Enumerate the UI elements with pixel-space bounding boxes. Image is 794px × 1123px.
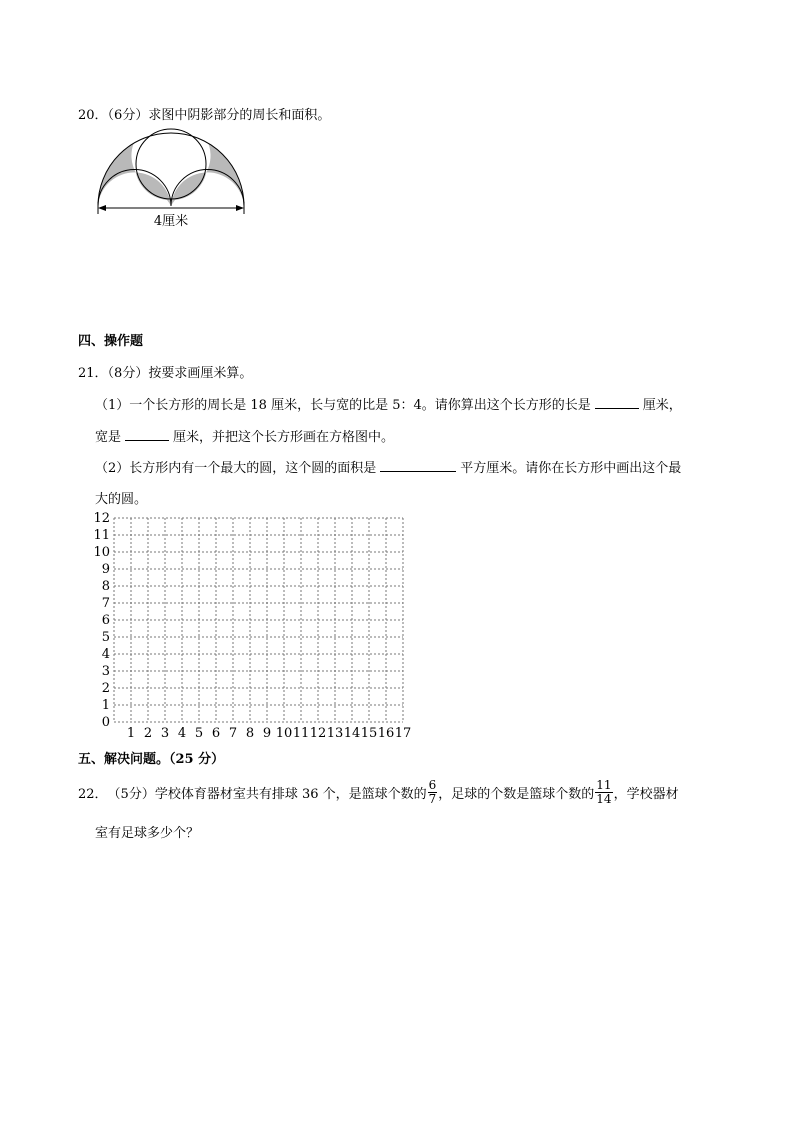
- y-axis-tick-label: 8: [101, 579, 110, 594]
- x-axis-tick-label: 8: [245, 726, 255, 741]
- shaded-bottom-left-petal: [136, 172, 171, 206]
- q22-text-b: ，足球的个数是篮球个数的: [438, 787, 595, 802]
- x-axis-tick-label: 3: [160, 726, 170, 741]
- y-axis-tick-label: 11: [93, 528, 110, 543]
- x-axis-tick-label: 11: [292, 726, 310, 741]
- x-axis-tick-label: 15: [360, 726, 378, 741]
- x-axis-tick-label: 1: [126, 726, 136, 741]
- x-axis-tick-label: 13: [326, 726, 344, 741]
- x-axis-tick-label: 4: [177, 726, 187, 741]
- y-axis-tick-label: 10: [93, 545, 110, 560]
- section5-title: 五、解决问题。（25 分）: [78, 752, 225, 767]
- fraction2-numerator: 11: [596, 778, 612, 792]
- fraction1-numerator: 6: [428, 778, 437, 792]
- grid-labels: [93, 511, 411, 741]
- q22-text-c: ，学校器材: [613, 787, 679, 802]
- x-axis-tick-label: 7: [228, 726, 238, 741]
- q21-part1-text-b: 厘米，: [642, 398, 682, 413]
- shaded-left-region: [98, 143, 136, 206]
- fraction2-denominator: 14: [596, 792, 612, 806]
- x-axis-tick-label: 12: [309, 726, 327, 741]
- y-axis-tick-label: 6: [101, 613, 110, 628]
- x-axis-tick-label: 10: [275, 726, 293, 741]
- q21-text: 按要求画厘米算。: [148, 366, 253, 381]
- square-grid[interactable]: [88, 510, 418, 742]
- y-axis-tick-label: 0: [101, 715, 110, 730]
- figure-dimension-label: 4厘米: [153, 214, 189, 229]
- y-axis-tick-label: 2: [101, 681, 110, 696]
- y-axis-tick-label: 3: [101, 664, 110, 679]
- q21-part1-text-a: （1）一个长方形的周长是 18 厘米，长与宽的比是 5：4。请你算出这个长方形的长是: [95, 398, 591, 413]
- q22-line1: [78, 779, 679, 806]
- q22-text-a: 学校体育器材室共有排球 36 个，是篮球个数的: [154, 787, 427, 802]
- q21-part1-line2: [95, 426, 394, 445]
- y-axis-tick-label: 1: [101, 698, 110, 713]
- q21-part1-line1: [95, 394, 682, 413]
- dimension-arrow-right: [236, 205, 244, 211]
- q21-part1-text-c: 宽是: [95, 430, 122, 445]
- q21-part2-line2: [95, 488, 147, 507]
- x-axis-tick-label: 9: [262, 726, 272, 741]
- q21-part2-text-b: 平方厘米。请你在长方形中画出这个最: [460, 461, 682, 476]
- q21-part2-line1: [95, 457, 681, 476]
- y-axis-tick-label: 12: [93, 511, 110, 526]
- q20-figure: [92, 126, 247, 230]
- fraction-eleven-fourteenths: [595, 779, 612, 806]
- shaded-right-region: [206, 143, 244, 206]
- q21-part1-text-d: 厘米，并把这个长方形画在方格图中。: [173, 430, 395, 445]
- q20-line: [78, 104, 330, 123]
- x-axis-tick-label: 17: [394, 726, 412, 741]
- q21-points: （8分）: [107, 366, 149, 381]
- fraction-six-sevenths: [428, 779, 438, 806]
- q20-number: 20．: [78, 108, 108, 123]
- x-axis-tick-label: 16: [377, 726, 395, 741]
- q20-text: 求图中阴影部分的周长和面积。: [148, 108, 331, 123]
- fraction1-denominator: 7: [428, 792, 437, 806]
- area-answer-blank[interactable]: [380, 459, 456, 472]
- dimension-arrow-left: [98, 205, 106, 211]
- q21-number: 21．: [78, 366, 108, 381]
- q20-points: （6分）: [107, 108, 149, 123]
- q22-number: 22．: [78, 787, 108, 802]
- width-answer-blank[interactable]: [125, 428, 169, 441]
- q21-part2-text-a: （2）长方形内有一个最大的圆，这个圆的面积是: [95, 461, 377, 476]
- middle-circle: [136, 129, 206, 199]
- y-axis-tick-label: 9: [101, 562, 110, 577]
- y-axis-tick-label: 4: [101, 647, 110, 662]
- x-axis-tick-label: 2: [143, 726, 153, 741]
- length-answer-blank[interactable]: [595, 396, 639, 409]
- y-axis-tick-label: 5: [101, 630, 110, 645]
- x-axis-tick-label: 14: [343, 726, 361, 741]
- q22-line2: 室有足球多少个？: [95, 826, 200, 841]
- shaded-bottom-right-petal: [171, 172, 206, 206]
- q21-part2-text-c: 大的圆。: [95, 492, 148, 507]
- section4-title: 四、操作题: [78, 334, 144, 349]
- q21-line: [78, 362, 252, 381]
- y-axis-tick-label: 7: [101, 596, 110, 611]
- q22-points: （5分）: [107, 787, 155, 802]
- grid-lines: [114, 518, 403, 722]
- x-axis-tick-label: 6: [211, 726, 221, 741]
- x-axis-tick-label: 5: [194, 726, 204, 741]
